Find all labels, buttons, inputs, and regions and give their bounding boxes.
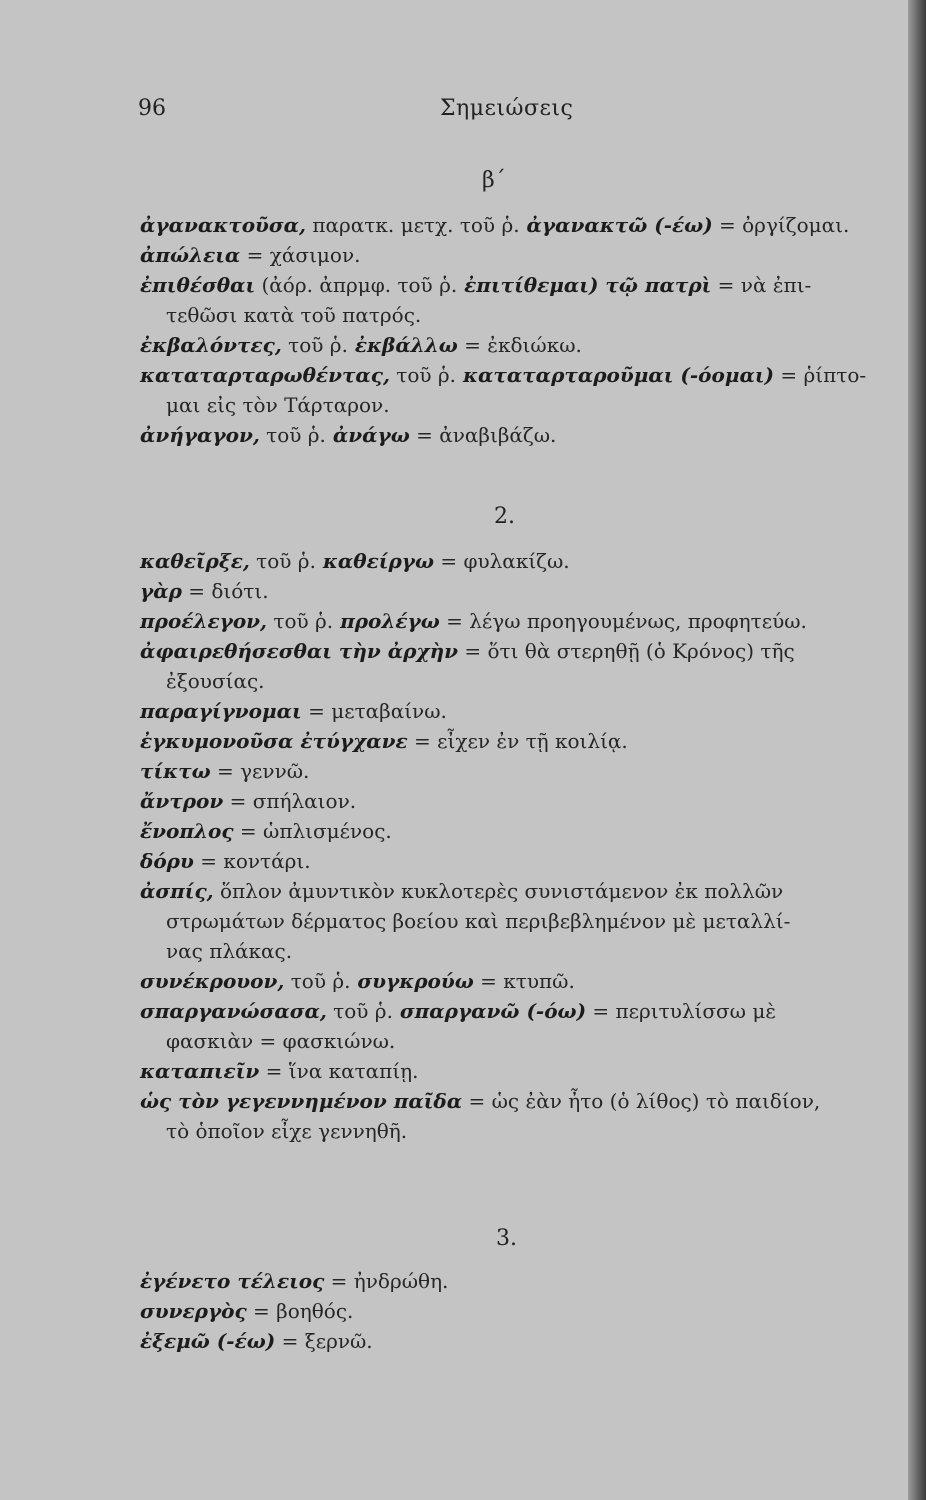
entry: συνεργὸς = βοηθός.	[140, 1299, 354, 1323]
entry: ἀφαιρεθήσεσθαι τὴν ἀρχὴν = ὅτι θὰ στερηθῇ (ὁ Κρόνος) τῆς ἐξουσίας.	[140, 639, 795, 693]
entry: ἐγένετο τέλειος = ἠνδρώθη.	[140, 1269, 449, 1293]
page-header	[0, 96, 908, 128]
entry: καταταρταρωθέντας, τοῦ ῥ. καταταρταροῦμαι (-όομαι) = ῥίπτο- μαι εἰς τὸν Τάρταρον.	[140, 363, 867, 417]
section-label-3: 3.	[496, 1226, 517, 1251]
page-number: 96	[138, 96, 166, 121]
section-beta-entries	[140, 210, 880, 450]
entry: καταπιεῖν = ἵνα καταπίῃ.	[140, 1059, 419, 1083]
entry: δόρυ = κοντάρι.	[140, 849, 311, 873]
section-label-beta: β΄	[482, 168, 506, 193]
entry: ἐπιθέσθαι (ἀόρ. ἀπρμφ. τοῦ ῥ. ἐπιτίθεμαι) τῷ πατρὶ = νὰ ἐπι- τεθῶσι κατὰ τοῦ πατρός.	[140, 273, 812, 327]
entry: ὡς τὸν γεγεννημένον παῖδα = ὡς ἐὰν ἦτο (ὁ λίθος) τὸ παιδίον, τὸ ὁποῖον εἶχε γεννηθῆ.	[140, 1089, 821, 1143]
section-2-entries	[140, 546, 880, 1146]
entry: ἐκβαλόντες, τοῦ ῥ. ἐκβάλλω = ἐκδιώκω.	[140, 333, 582, 357]
entry: ἀσπίς, ὅπλον ἀμυντικὸν κυκλοτερὲς συνιστάμενον ἐκ πολλῶν στρωμάτων δέρματος βοείου καὶ περιβεβλημένον μὲ μεταλλί- νας πλάκας.	[140, 879, 791, 963]
entry: καθεῖρξε, τοῦ ῥ. καθείργω = φυλακίζω.	[140, 549, 570, 573]
entry: ἐγκυμονοῦσα ἐτύγχανε = εἶχεν ἐν τῇ κοιλίᾳ.	[140, 729, 628, 753]
entry: σπαργανώσασα, τοῦ ῥ. σπαργανῶ (-όω) = περιτυλίσσω μὲ φασκιὰν = φασκιώνω.	[140, 999, 777, 1053]
entry: ἀνήγαγον, τοῦ ῥ. ἀνάγω = ἀναβιβάζω.	[140, 423, 557, 447]
entry: τίκτω = γεννῶ.	[140, 759, 310, 783]
entry: προέλεγον, τοῦ ῥ. προλέγω = λέγω προηγουμένως, προφητεύω.	[140, 609, 807, 633]
entry: ἄντρον = σπήλαιον.	[140, 789, 357, 813]
entry: ἔνοπλος = ὡπλισμένος.	[140, 819, 392, 843]
entry: ἀγανακτοῦσα, παρατκ. μετχ. τοῦ ῥ. ἀγανακτῶ (-έω) = ὀργίζομαι.	[140, 213, 850, 237]
section-label-2: 2.	[494, 504, 515, 529]
entry: γὰρ = διότι.	[140, 579, 269, 603]
entry: ἀπώλεια = χάσιμον.	[140, 243, 361, 267]
entry: ἐξεμῶ (-έω) = ξερνῶ.	[140, 1329, 373, 1353]
section-3-entries	[140, 1266, 880, 1356]
page-spine-shadow	[908, 0, 926, 1500]
entry: συνέκρουον, τοῦ ῥ. συγκρούω = κτυπῶ.	[140, 969, 575, 993]
entry: παραγίγνομαι = μεταβαίνω.	[140, 699, 447, 723]
running-title: Σημειώσεις	[440, 96, 574, 121]
